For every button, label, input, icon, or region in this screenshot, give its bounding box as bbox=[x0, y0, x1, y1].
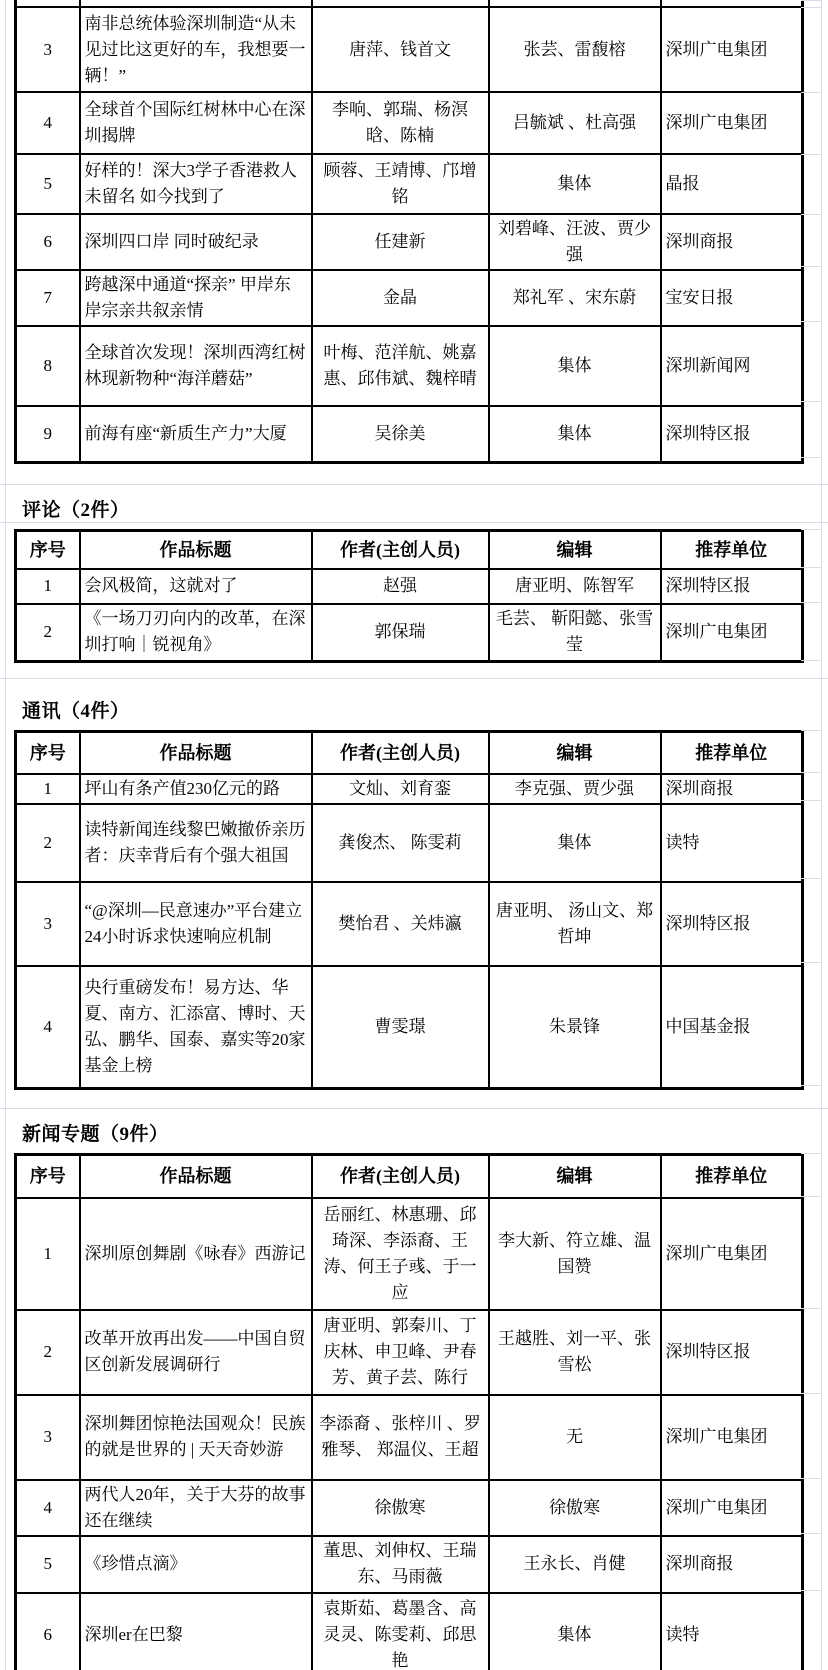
work-title-cell: 南非总统体验深圳制造“从未见过比这更好的车，我想要一辆！” bbox=[80, 7, 312, 92]
right-margin-gridline bbox=[821, 0, 822, 1670]
table-row bbox=[16, 882, 803, 966]
recommending-unit-cell: 深圳广电集团 bbox=[661, 1395, 803, 1480]
row-boundary-gridline bbox=[801, 401, 822, 402]
empty-cell bbox=[80, 0, 312, 7]
row-number-cell: 1 bbox=[16, 774, 80, 804]
column-header-2: 作者(主创人员) bbox=[312, 732, 489, 774]
row-boundary-gridline bbox=[801, 1196, 822, 1197]
authors-cell: 袁斯茹、葛墨含、高灵灵、陈雯莉、邱思艳 bbox=[312, 1593, 489, 1670]
column-header-3: 编辑 bbox=[489, 531, 661, 569]
row-number-cell: 1 bbox=[16, 1198, 80, 1310]
row-boundary-gridline bbox=[801, 1478, 822, 1479]
awards-table-top-continued bbox=[14, 0, 801, 464]
work-title-cell: 《珍惜点滴》 bbox=[80, 1536, 312, 1593]
row-boundary-gridline bbox=[801, 214, 822, 215]
editors-cell: 毛芸、 靳阳懿、张雪莹 bbox=[489, 604, 661, 662]
column-header-4: 推荐单位 bbox=[661, 531, 803, 569]
table-row bbox=[16, 804, 803, 882]
awards-table-communication bbox=[14, 730, 801, 1090]
editors-cell: 王永长、肖健 bbox=[489, 1536, 661, 1593]
empty-cell bbox=[16, 0, 80, 7]
table-row bbox=[16, 966, 803, 1089]
recommending-unit-cell: 宝安日报 bbox=[661, 270, 803, 326]
row-boundary-gridline bbox=[801, 154, 822, 155]
work-title-cell: 会风极简，这就对了 bbox=[80, 569, 312, 604]
authors-cell: 金晶 bbox=[312, 270, 489, 326]
work-title-cell: 央行重磅发布！易方达、华夏、南方、汇添富、博时、天弘、鹏华、国泰、嘉实等20家基金上榜 bbox=[80, 966, 312, 1089]
authors-cell: 叶梅、范洋航、姚嘉惠、邱伟斌、魏梓晴 bbox=[312, 326, 489, 406]
work-title-cell: 跨越深中通道“探亲” 甲岸东岸宗亲共叙亲情 bbox=[80, 270, 312, 326]
authors-cell: 唐亚明、郭秦川、丁庆林、申卫峰、尹春芳、黄子芸、陈行 bbox=[312, 1310, 489, 1395]
row-boundary-gridline bbox=[801, 1308, 822, 1309]
row-boundary-gridline bbox=[801, 660, 822, 661]
row-boundary-gridline bbox=[801, 567, 822, 568]
row-number-cell: 9 bbox=[16, 406, 80, 462]
row-boundary-gridline bbox=[801, 602, 822, 603]
partial-clipped-row bbox=[16, 0, 803, 7]
column-header-1: 作品标题 bbox=[80, 1155, 312, 1198]
row-boundary-gridline bbox=[801, 1393, 822, 1394]
editors-cell: 集体 bbox=[489, 804, 661, 882]
table-header-row bbox=[16, 531, 803, 569]
row-number-cell: 2 bbox=[16, 1310, 80, 1395]
editors-cell: 李克强、贾少强 bbox=[489, 774, 661, 804]
column-header-4: 推荐单位 bbox=[661, 1155, 803, 1198]
column-header-1: 作品标题 bbox=[80, 732, 312, 774]
work-title-cell: 好样的！深大3学子香港救人未留名 如今找到了 bbox=[80, 154, 312, 214]
column-header-0: 序号 bbox=[16, 1155, 80, 1198]
row-number-cell: 4 bbox=[16, 92, 80, 154]
row-boundary-gridline bbox=[801, 1533, 822, 1534]
row-number-cell: 4 bbox=[16, 1480, 80, 1536]
editors-cell: 张芸、雷馥榕 bbox=[489, 7, 661, 92]
column-header-0: 序号 bbox=[16, 531, 80, 569]
table-row bbox=[16, 270, 803, 326]
row-boundary-gridline bbox=[801, 1085, 822, 1086]
editors-cell: 集体 bbox=[489, 1593, 661, 1670]
table-row bbox=[16, 604, 803, 662]
table bbox=[14, 730, 804, 1090]
recommending-unit-cell: 深圳广电集团 bbox=[661, 7, 803, 92]
authors-cell: 董思、刘伸权、王瑞东、马雨薇 bbox=[312, 1536, 489, 1593]
table-row bbox=[16, 92, 803, 154]
recommending-unit-cell: 深圳广电集团 bbox=[661, 604, 803, 662]
editors-cell: 李大新、符立雄、温国赞 bbox=[489, 1198, 661, 1310]
awards-table-commentary bbox=[14, 529, 801, 663]
authors-cell: 徐傲寒 bbox=[312, 1480, 489, 1536]
row-number-cell: 3 bbox=[16, 1395, 80, 1480]
work-title-cell: 深圳er在巴黎 bbox=[80, 1593, 312, 1670]
authors-cell: 任建新 bbox=[312, 214, 489, 270]
table bbox=[14, 1153, 804, 1670]
editors-cell: 集体 bbox=[489, 326, 661, 406]
row-boundary-gridline bbox=[801, 800, 822, 801]
editors-cell: 郑礼军 、宋东蔚 bbox=[489, 270, 661, 326]
table-row bbox=[16, 1536, 803, 1593]
editors-cell: 刘碧峰、汪波、贾少强 bbox=[489, 214, 661, 270]
authors-cell: 郭保瑞 bbox=[312, 604, 489, 662]
authors-cell: 曹雯璟 bbox=[312, 966, 489, 1089]
empty-cell bbox=[312, 0, 489, 7]
row-boundary-gridline bbox=[801, 266, 822, 267]
table-row bbox=[16, 1395, 803, 1480]
recommending-unit-cell: 深圳特区报 bbox=[661, 882, 803, 966]
table-header-row bbox=[16, 732, 803, 774]
table-row bbox=[16, 774, 803, 804]
row-number-cell: 6 bbox=[16, 214, 80, 270]
table-row bbox=[16, 7, 803, 92]
empty-cell bbox=[661, 0, 803, 7]
awards-table-news-feature bbox=[14, 1153, 801, 1670]
row-boundary-gridline bbox=[801, 878, 822, 879]
recommending-unit-cell: 深圳商报 bbox=[661, 214, 803, 270]
row-number-cell: 6 bbox=[16, 1593, 80, 1670]
row-boundary-gridline bbox=[801, 730, 822, 731]
work-title-cell: 两代人20年，关于大芬的故事还在继续 bbox=[80, 1480, 312, 1536]
left-margin-gridline bbox=[5, 0, 6, 1670]
row-number-cell: 2 bbox=[16, 604, 80, 662]
row-boundary-gridline bbox=[801, 457, 822, 458]
authors-cell: 岳丽红、林惠珊、邱琦深、李添裔、王涛、何王子彧、于一应 bbox=[312, 1198, 489, 1310]
section-title-news-feature: 新闻专题（9件） bbox=[22, 1124, 169, 1145]
recommending-unit-cell: 中国基金报 bbox=[661, 966, 803, 1089]
section-title-communication: 通讯（4件） bbox=[22, 701, 130, 722]
recommending-unit-cell: 深圳广电集团 bbox=[661, 92, 803, 154]
table-row bbox=[16, 1198, 803, 1310]
work-title-cell: 坪山有条产值230亿元的路 bbox=[80, 774, 312, 804]
editors-cell: 集体 bbox=[489, 154, 661, 214]
recommending-unit-cell: 深圳广电集团 bbox=[661, 1480, 803, 1536]
recommending-unit-cell: 深圳商报 bbox=[661, 774, 803, 804]
editors-cell: 徐傲寒 bbox=[489, 1480, 661, 1536]
column-header-4: 推荐单位 bbox=[661, 732, 803, 774]
work-title-cell: 读特新闻连线黎巴嫩撤侨亲历者：庆幸背后有个强大祖国 bbox=[80, 804, 312, 882]
row-boundary-gridline bbox=[801, 529, 822, 530]
table-row bbox=[16, 1593, 803, 1670]
table-row bbox=[16, 1310, 803, 1395]
row-boundary-gridline bbox=[801, 0, 822, 1]
row-number-cell: 5 bbox=[16, 154, 80, 214]
authors-cell: 樊怡君 、关炜瀛 bbox=[312, 882, 489, 966]
work-title-cell: 全球首次发现！深圳西湾红树林现新物种“海洋蘑菇” bbox=[80, 326, 312, 406]
table-row bbox=[16, 214, 803, 270]
work-title-cell: 前海有座“新质生产力”大厦 bbox=[80, 406, 312, 462]
column-header-0: 序号 bbox=[16, 732, 80, 774]
table-row bbox=[16, 154, 803, 214]
recommending-unit-cell: 深圳新闻网 bbox=[661, 326, 803, 406]
table-row bbox=[16, 326, 803, 406]
recommending-unit-cell: 读特 bbox=[661, 1593, 803, 1670]
recommending-unit-cell: 读特 bbox=[661, 804, 803, 882]
work-title-cell: 《一场刀刃向内的改革，在深圳打响｜锐视角》 bbox=[80, 604, 312, 662]
row-number-cell: 1 bbox=[16, 569, 80, 604]
column-header-2: 作者(主创人员) bbox=[312, 531, 489, 569]
authors-cell: 赵强 bbox=[312, 569, 489, 604]
table bbox=[14, 0, 804, 464]
authors-cell: 李添裔 、张梓川 、罗雅琴、 郑温仪、王超 bbox=[312, 1395, 489, 1480]
row-boundary-gridline bbox=[801, 7, 822, 8]
row-boundary-gridline bbox=[801, 1590, 822, 1591]
row-number-cell: 2 bbox=[16, 804, 80, 882]
row-number-cell: 7 bbox=[16, 270, 80, 326]
table-row bbox=[16, 569, 803, 604]
row-number-cell: 4 bbox=[16, 966, 80, 1089]
column-header-1: 作品标题 bbox=[80, 531, 312, 569]
recommending-unit-cell: 晶报 bbox=[661, 154, 803, 214]
authors-cell: 吴徐美 bbox=[312, 406, 489, 462]
authors-cell: 顾蓉、王靖博、邝增铭 bbox=[312, 154, 489, 214]
recommending-unit-cell: 深圳特区报 bbox=[661, 569, 803, 604]
editors-cell: 朱景锋 bbox=[489, 966, 661, 1089]
row-boundary-gridline bbox=[801, 1153, 822, 1154]
recommending-unit-cell: 深圳广电集团 bbox=[661, 1198, 803, 1310]
work-title-cell: 改革开放再出发——中国自贸区创新发展调研行 bbox=[80, 1310, 312, 1395]
recommending-unit-cell: 深圳商报 bbox=[661, 1536, 803, 1593]
row-number-cell: 5 bbox=[16, 1536, 80, 1593]
editors-cell: 吕毓斌 、杜高强 bbox=[489, 92, 661, 154]
empty-cell bbox=[489, 0, 661, 7]
row-boundary-gridline bbox=[801, 92, 822, 93]
row-boundary-gridline bbox=[801, 321, 822, 322]
column-header-2: 作者(主创人员) bbox=[312, 1155, 489, 1198]
table bbox=[14, 529, 804, 663]
row-number-cell: 3 bbox=[16, 882, 80, 966]
work-title-cell: 深圳原创舞剧《咏春》西游记 bbox=[80, 1198, 312, 1310]
work-title-cell: 深圳舞团惊艳法国观众！民族的就是世界的 | 天天奇妙游 bbox=[80, 1395, 312, 1480]
authors-cell: 龚俊杰、 陈雯莉 bbox=[312, 804, 489, 882]
recommending-unit-cell: 深圳特区报 bbox=[661, 406, 803, 462]
row-boundary-gridline bbox=[801, 772, 822, 773]
table-row bbox=[16, 406, 803, 462]
work-title-cell: 全球首个国际红树林中心在深圳揭牌 bbox=[80, 92, 312, 154]
row-number-cell: 8 bbox=[16, 326, 80, 406]
table-row bbox=[16, 1480, 803, 1536]
row-boundary-gridline bbox=[801, 962, 822, 963]
editors-cell: 唐亚明、 汤山文、郑哲坤 bbox=[489, 882, 661, 966]
editors-cell: 唐亚明、陈智军 bbox=[489, 569, 661, 604]
authors-cell: 李响、郭瑞、杨溟晗、陈楠 bbox=[312, 92, 489, 154]
section-title-commentary: 评论（2件） bbox=[22, 500, 130, 521]
column-header-3: 编辑 bbox=[489, 732, 661, 774]
work-title-cell: “@深圳—民意速办”平台建立24小时诉求快速响应机制 bbox=[80, 882, 312, 966]
authors-cell: 唐萍、钱首文 bbox=[312, 7, 489, 92]
editors-cell: 王越胜、刘一平、张雪松 bbox=[489, 1310, 661, 1395]
editors-cell: 集体 bbox=[489, 406, 661, 462]
table-header-row bbox=[16, 1155, 803, 1198]
column-header-3: 编辑 bbox=[489, 1155, 661, 1198]
editors-cell: 无 bbox=[489, 1395, 661, 1480]
authors-cell: 文灿、刘育銮 bbox=[312, 774, 489, 804]
recommending-unit-cell: 深圳特区报 bbox=[661, 1310, 803, 1395]
work-title-cell: 深圳四口岸 同时破纪录 bbox=[80, 214, 312, 270]
row-number-cell: 3 bbox=[16, 7, 80, 92]
